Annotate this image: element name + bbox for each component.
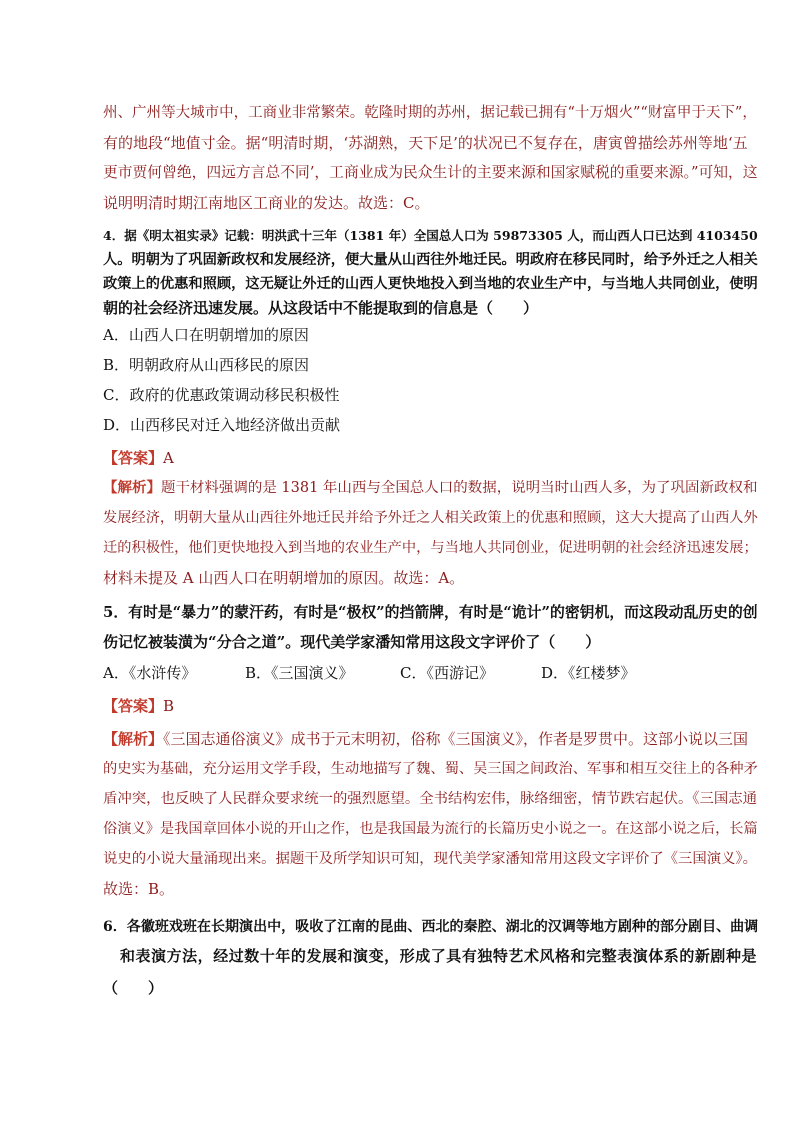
q5-stem-line: 5．有时是“暴力”的蒙汗药，有时是“极权”的挡箭牌，有时是“诡计”的密钥机，而这段动乱历史的创 [103, 604, 758, 621]
q4-analysis-line: 材料未提及 A 山西人口在明朝增加的原因。故选：A。 [103, 569, 465, 587]
q4-stem-line: 4．据《明太祖实录》记载：明洪武十三年（1381 年）全国总人口为 59873305 人，而山西人口已达到 4103450 [103, 228, 758, 243]
analysis-text: 《三国志通俗演义》成书于元末明初，俗称《三国演义》，作者是罗贯中。这部小说以三国 [163, 730, 749, 748]
q5-analysis-line: 的史实为基础，充分运用文学手段，生动地描写了魏、蜀、吴三国之间政治、军事和相互交往上的各种矛 [103, 761, 758, 777]
analysis-tag: 【解析】 [103, 479, 161, 496]
analysis-text: 题干材料强调的是 1381 年山西与全国总人口的数据，说明当时山西人多，为了巩固新政权和 [160, 480, 758, 496]
q4-analysis-line: 发展经济，明朝大量从山西往外地迁民并给予外迁之人相关政策上的优惠和照顾，这大大提高了山西人外 [103, 510, 758, 526]
q5-analysis-line: 故选：B。 [103, 880, 175, 898]
q5-option-c: C．《西游记》 [400, 664, 494, 682]
q5-option-b: B．《三国演义》 [245, 664, 354, 682]
answer-tag: 【答案】 [103, 449, 164, 467]
q5-analysis-line: 俗演义》是我国章回体小说的开山之作，也是我国最为流行的长篇历史小说之一。在这部小说之后，长篇 [103, 821, 758, 837]
q6-stem-line: （ ） [103, 979, 164, 997]
q6-stem-line: 6．各徽班戏班在长期演出中，吸收了江南的昆曲、西北的秦腔、湖北的汉调等地方剧种的部分剧目、曲调 [103, 919, 759, 935]
q4-analysis-line: 迁的积极性，他们更快地投入到当地的农业生产中，与当地人共同创业，促进明朝的社会经济迅速发展； [103, 540, 758, 556]
q5-analysis-line [103, 729, 748, 749]
answer-value: A [163, 449, 174, 467]
q5-option-d: D．《红楼梦》 [541, 664, 636, 682]
q4-stem-line: 政策上的优惠和照顾，这无疑让外迁的山西人更快地投入到当地的农业生产中，与当地人共同创业，使明 [103, 276, 758, 292]
q4-option-b: B．明朝政府从山西移民的原因 [103, 356, 310, 374]
q4-option-c: C．政府的优惠政策调动移民积极性 [103, 386, 340, 404]
q4-option-d: D．山西移民对迁入地经济做出贡献 [103, 416, 341, 434]
continuation-line: 更市贾何曾绝，四远方言总不同’，工商业成为民众生计的主要来源和国家赋税的重要来源。”可知，这 [103, 164, 758, 181]
q5-answer [103, 696, 174, 716]
continuation-line: 州、广州等大城市中，工商业非常繁荣。乾隆时期的苏州，据记载已拥有“十万烟火”“财富甲于天下”， [103, 105, 757, 121]
q4-answer [103, 448, 174, 468]
analysis-tag: 【解析】 [103, 730, 164, 748]
q4-analysis-line [103, 478, 757, 498]
q4-option-a: A．山西人口在明朝增加的原因 [103, 326, 309, 344]
continuation-line: 有的地段“地值寸金。据“明清时期，‘苏湖熟，天下足’的状况已不复存在，唐寅曾描绘苏州等地‘五 [103, 134, 748, 152]
q5-option-a: A．《水浒传》 [103, 664, 197, 682]
q6-stem-line: 和表演方法，经过数十年的发展和演变，形成了具有独特艺术风格和完整表演体系的新剧种是 [120, 947, 758, 965]
q5-analysis-line: 盾冲突，也反映了人民群众要求统一的强烈愿望。全书结构宏伟，脉络细密，情节跌宕起伏。《三国志通 [103, 791, 758, 807]
continuation-line: 说明明清时期江南地区工商业的发达。故选：C。 [103, 194, 430, 212]
q5-stem-line: 伤记忆被装潢为“分合之道”。现代美学家潘知常用这段文字评价了（ ） [103, 633, 601, 651]
q4-stem-line: 人。明朝为了巩固新政权和发展经济，便大量从山西往外地迁民。明政府在移民同时，给予外迁之人相关 [103, 252, 758, 268]
answer-value: B [163, 697, 175, 715]
q5-analysis-line: 说史的小说大量涌现出来。据题干及所学知识可知，现代美学家潘知常用这段文字评价了《三国演义》。 [103, 851, 758, 867]
q4-stem-line: 朝的社会经济迅速发展。从这段话中不能提取到的信息是（ ） [103, 299, 539, 317]
answer-tag: 【答案】 [103, 697, 164, 715]
